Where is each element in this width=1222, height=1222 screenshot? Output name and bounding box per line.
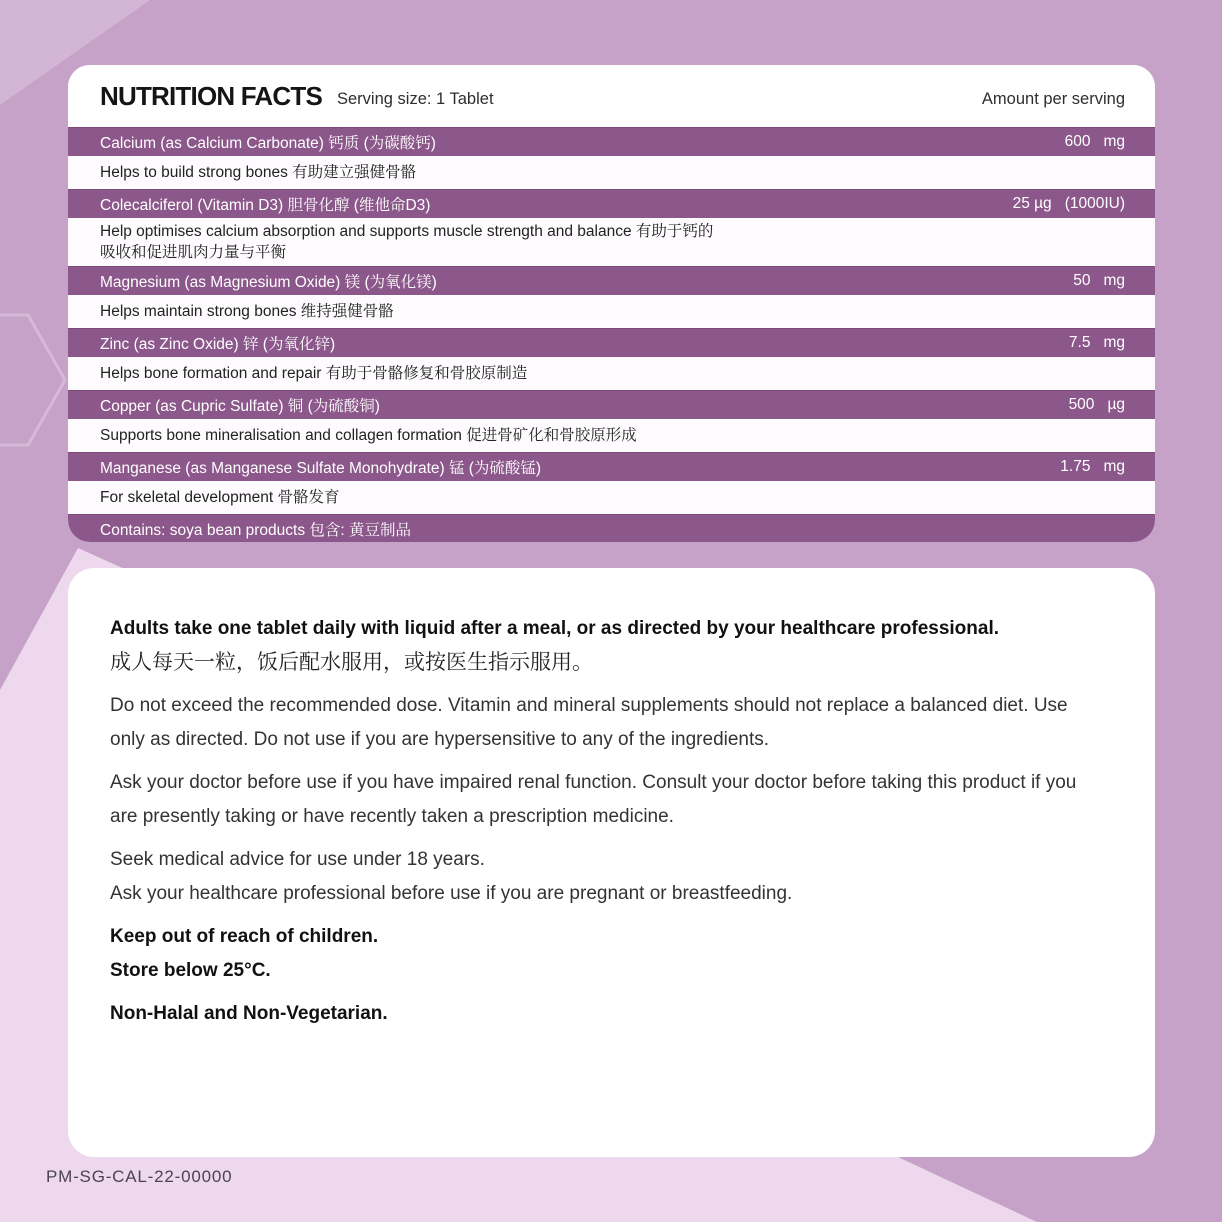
nutrient-unit: mg <box>1103 458 1125 475</box>
nutrient-amount <box>1069 396 1125 414</box>
nutrient-value: 600 <box>1064 133 1091 150</box>
direction-paragraph: Do not exceed the recommended dose. Vitamin and mineral supplements should not replace a balanced diet. Use only as directed. Do not use if you are hypersensitive to any of the ingredients. <box>110 695 1068 750</box>
nutrient-name: Magnesium (as Magnesium Oxide) 镁 (为氧化镁) <box>100 274 437 291</box>
direction-paragraph: Ask your doctor before use if you have impaired renal function. Consult your doctor before taking this product if you are presently taking or have recently taken a prescription medicine. <box>110 772 1077 827</box>
nutrient-row <box>68 328 1155 357</box>
nutrient-unit: mg <box>1103 133 1125 150</box>
nutrient-amount <box>1065 133 1125 151</box>
nutrient-unit: mg <box>1103 272 1125 289</box>
nutrient-row <box>68 390 1155 419</box>
nutrition-facts-header <box>68 65 1155 127</box>
nutrient-row <box>68 266 1155 295</box>
direction-paragraph: Keep out of reach of children. <box>110 926 379 947</box>
nutrient-name: Calcium (as Calcium Carbonate) 钙质 (为碳酸钙) <box>100 135 436 152</box>
nutrient-value: 500 <box>1068 396 1095 413</box>
nutrient-unit: (1000IU) <box>1064 195 1125 212</box>
direction-paragraph: Ask your healthcare professional before use if you are pregnant or breastfeeding. <box>110 883 793 904</box>
nutrient-rows <box>68 127 1155 514</box>
nutrition-facts-card <box>68 65 1155 542</box>
allergen-text: Contains: soya bean products 包含: 黄豆制品 <box>100 521 411 539</box>
nutrient-amount <box>1069 334 1125 352</box>
nutrient-name: Manganese (as Manganese Sulfate Monohydrate) 锰 (为硫酸锰) <box>100 460 542 477</box>
nutrient-value: 25 µg <box>1012 195 1052 212</box>
nutrient-unit: mg <box>1103 334 1125 351</box>
nutrient-description-row <box>68 295 1155 328</box>
nutrient-amount <box>1073 272 1125 290</box>
nutrient-amount <box>1060 458 1125 476</box>
hexagon-outline-decoration <box>0 305 70 455</box>
nutrient-description-row <box>68 419 1155 452</box>
nutrient-name: Copper (as Cupric Sulfate) 铜 (为硫酸铜) <box>100 398 380 415</box>
nutrient-row <box>68 452 1155 481</box>
nutrient-amount <box>1013 195 1125 213</box>
direction-paragraph: Store below 25°C. <box>110 960 271 981</box>
nutrient-description: Helps to build strong bones 有助建立强健骨骼 <box>100 164 417 181</box>
nutrient-description: For skeletal development 骨骼发育 <box>100 489 340 506</box>
nutrient-description: Helps maintain strong bones 维持强健骨骼 <box>100 303 394 320</box>
nutrient-value: 1.75 <box>1060 458 1091 475</box>
serving-size-label: Serving size: 1 Tablet <box>337 89 494 108</box>
product-code: PM-SG-CAL-22-00000 <box>46 1167 233 1186</box>
nutrient-description-row <box>68 218 1155 266</box>
nutrient-description: Supports bone mineralisation and collagen formation 促进骨矿化和骨胶原形成 <box>100 427 637 444</box>
nutrient-name: Colecalciferol (Vitamin D3) 胆骨化醇 (维他命D3) <box>100 197 431 214</box>
direction-paragraph: Adults take one tablet daily with liquid after a meal, or as directed by your healthcare professional. <box>110 618 1000 639</box>
nutrient-row <box>68 127 1155 156</box>
direction-paragraph: 成人每天一粒，饭后配水服用，或按医生指示服用。 <box>110 651 593 674</box>
direction-paragraph: Non-Halal and Non-Vegetarian. <box>110 1003 388 1024</box>
nutrient-description: Helps bone formation and repair 有助于骨骼修复和骨胶原制造 <box>100 365 528 382</box>
nutrient-value: 7.5 <box>1068 334 1091 351</box>
nutrient-value: 50 <box>1073 272 1091 289</box>
directions-card <box>68 568 1155 1157</box>
nutrient-row <box>68 189 1155 218</box>
direction-paragraph: Seek medical advice for use under 18 years. <box>110 849 485 870</box>
nutrient-description-row <box>68 481 1155 514</box>
nutrient-name: Zinc (as Zinc Oxide) 锌 (为氧化锌) <box>100 336 336 353</box>
nutrient-unit: µg <box>1107 396 1125 413</box>
nutrient-description-row <box>68 357 1155 390</box>
nutrient-description-row <box>68 156 1155 189</box>
nutrient-description: Help optimises calcium absorption and supports muscle strength and balance 有助于钙的吸收和促进肌肉力量与平衡 <box>100 223 714 261</box>
allergen-row <box>68 514 1155 542</box>
nutrition-facts-title: NUTRITION FACTS <box>100 80 322 111</box>
amount-per-serving-label: Amount per serving <box>981 89 1125 108</box>
